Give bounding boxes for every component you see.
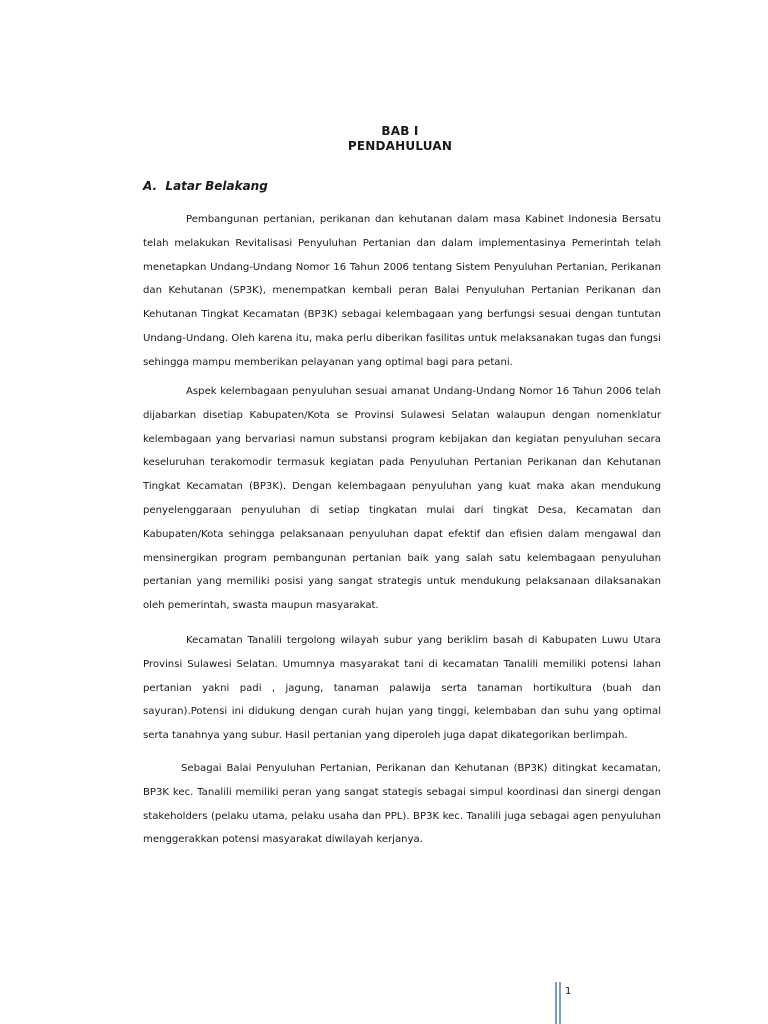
- footer-rule-right: [559, 982, 561, 1024]
- chapter-title: PENDAHULUAN: [347, 139, 453, 153]
- footer-rule-left: [555, 982, 557, 1024]
- page-number: 1: [565, 986, 572, 997]
- paragraph-2: Aspek kelembagaan penyuluhan sesuai amanat Undang-Undang Nomor 16 Tahun 2006 telah dijabarkan disetiap Kabupaten/Kota se Provinsi Sulawesi Selatan walaupun dengan nomenklatur kelembagaan yang bervariasi namun substansi program kebijakan dan kegiatan penyuluhan secara keseluruhan terakomodir termasuk kegiatan pada Penyuluhan Pertanian Perikanan dan Kehutanan Tingkat Kecamatan (BP3K). Dengan kelembagaan penyuluhan yang kuat maka akan mendukung penyelenggaraan penyuluhan di setiap tingkatan mulai dari tingkat Desa, Kecamatan dan Kabupaten/Kota sehingga pelaksanaan penyuluhan dapat efektif dan efisien dalam mengawal dan mensinergikan program pembangunan pertanian baik yang salah satu kelembagaan penyuluhan pertanian yang memiliki posisi yang sangat strategis untuk mendukung pelaksanaan dilaksanakan oleh pemerintah, swasta maupun masyarakat.: [143, 386, 661, 612]
- paragraph-4: Sebagai Balai Penyuluhan Pertanian, Perikanan dan Kehutanan (BP3K) ditingkat kecamatan, BP3K kec. Tanalili memiliki peran yang sangat stategis sebagai simpul koordinasi dan sinergi dengan stakeholders (pelaku utama, pelaku usaha dan PPL). BP3K kec. Tanalili juga sebagai agen penyuluhan menggerakkan potensi masyarakat diwilayah kerjanya.: [143, 763, 661, 846]
- paragraph-1: Pembangunan pertanian, perikanan dan kehutanan dalam masa Kabinet Indonesia Bersatu telah melakukan Revitalisasi Penyuluhan Pertanian dan dalam implementasinya Pemerintah telah menetapkan Undang-Undang Nomor 16 Tahun 2006 tentang Sistem Penyuluhan Pertanian, Perikanan dan Kehutanan (SP3K), menempatkan kembali peran Balai Penyuluhan Pertanian Perikanan dan Kehutanan Tingkat Kecamatan (BP3K) sebagai kelembagaan yang berfungsi sesuai dengan tuntutan Undang-Undang. Oleh karena itu, maka perlu diberikan fasilitas untuk melaksanakan tugas dan fungsi sehingga mampu memberikan pelayanan yang optimal bagi para petani.: [143, 214, 661, 368]
- section-title: A. Latar Belakang: [143, 179, 268, 193]
- paragraph-3: Kecamatan Tanalili tergolong wilayah subur yang beriklim basah di Kabupaten Luwu Utara Provinsi Sulawesi Selatan. Umumnya masyarakat tani di kecamatan Tanalili memiliki potensi lahan pertanian yakni padi , jagung, tanaman palawija serta tanaman hortikultura (buah dan sayuran).Potensi ini didukung dengan curah hujan yang tinggi, kelembaban dan suhu yang optimal serta tanahnya yang subur. Hasil pertanian yang diperoleh juga dapat dikategorikan berlimpah.: [143, 635, 661, 742]
- chapter-heading: [0, 124, 768, 154]
- chapter-number: BAB I: [381, 124, 419, 138]
